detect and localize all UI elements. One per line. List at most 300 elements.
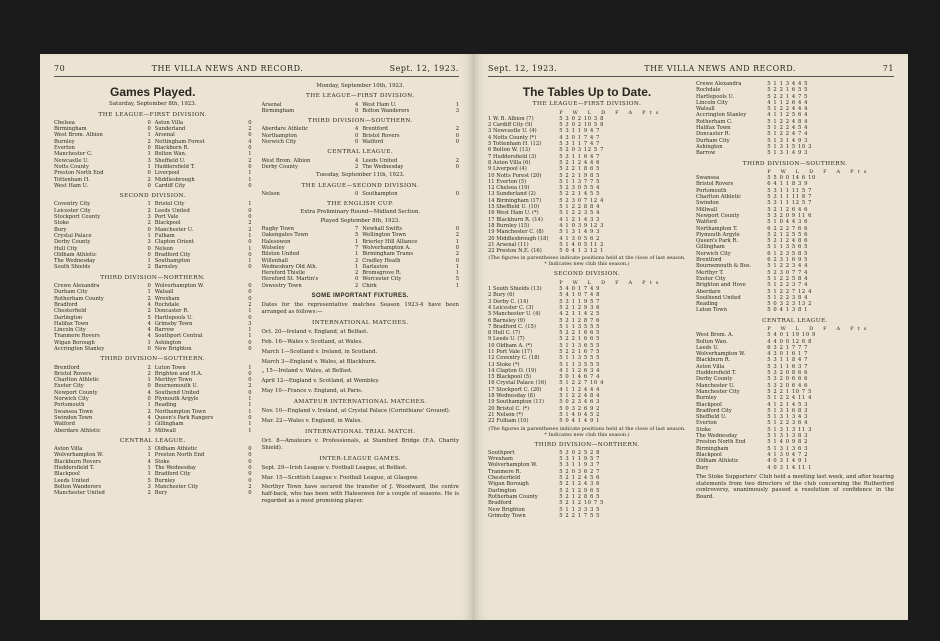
table-row (488, 418, 686, 424)
team-name: Oldham Athletic (54, 251, 97, 258)
club-name: 15 Sheffield U. (10) (488, 204, 540, 211)
team-name: Wigan Borough (54, 339, 95, 346)
away-side (155, 183, 252, 189)
club-name: Rotherham C. (696, 118, 733, 125)
team-name: Willenhall (261, 257, 288, 264)
score: 2 (248, 220, 252, 227)
team-name: Aberdare Athletic (54, 427, 101, 434)
team-name: Crystal Palace (54, 232, 92, 239)
home-side (54, 264, 151, 270)
club-record: 5 2 2 1 4 7 5 (767, 93, 809, 100)
results-monday-central (262, 158, 460, 171)
fixture-line: March 3—England v. Wales, at Blackburn. (261, 358, 377, 365)
club-name: Aberdare (696, 288, 721, 295)
club-record: 4 3 0 1 7 4 7 (559, 134, 601, 141)
score: 3 (455, 107, 459, 114)
team-name: Northampton (261, 132, 297, 139)
club-record: 5 2 1 2 8 7 6 (559, 317, 601, 324)
score: 0 (248, 314, 252, 321)
score: 0 (248, 446, 252, 453)
away-side (362, 191, 459, 197)
club-name: Grimsby Town (488, 512, 526, 519)
table-column-labels: P W L D F A Pts (559, 109, 663, 116)
club-record: 6 1 2 3 5 8 5 (767, 250, 809, 257)
club-record: 4 2 1 1 4 2 5 (559, 311, 601, 318)
score: 1 (354, 251, 359, 258)
team-name: Southampton (154, 258, 191, 265)
team-name: Blackpool (54, 471, 80, 478)
club-name: Aston Villa (696, 363, 725, 370)
table-column-labels: P W L D F A Pts (559, 279, 663, 286)
club-name: Accrington Stanley (696, 112, 747, 119)
club-name: 4 Leicester C. (3) (488, 304, 534, 311)
club-name: Millwall (696, 206, 718, 213)
club-name: Gillingham (696, 244, 725, 251)
club-name: Rochdale (696, 87, 721, 94)
away-side (362, 139, 459, 145)
team-name: West Brom. Albion (54, 132, 103, 139)
club-record: 5 2 0 3 12 5 7 (559, 147, 604, 154)
club-record: 5 3 1 1 9 5 7 (559, 298, 601, 305)
running-date: Sept. 12, 1923. (389, 64, 459, 73)
club-name: 11 Port Vale (17) (488, 348, 533, 355)
score: 1 (455, 101, 459, 108)
team-name: Hull City (54, 245, 78, 252)
score: 0 (248, 119, 252, 126)
score: 1 (455, 238, 459, 245)
club-name: The Wednesday (696, 433, 738, 440)
club-name: Everton (696, 420, 717, 427)
team-name: Gillingham (154, 421, 184, 428)
score: 4 (147, 301, 151, 308)
club-record: 5 1 3 1 4 9 3 (767, 150, 809, 157)
score: 3 (147, 239, 151, 246)
section-heading: SECOND DIVISION. (553, 271, 621, 278)
club-record: 5 0 1 4 6 7 4 (559, 374, 601, 381)
club-record: 4 0 3 1 4 11 1 (767, 464, 812, 471)
fixture-line: April 12—England v. Scotland, at Wembley. (261, 378, 380, 385)
score: 1 (248, 232, 252, 239)
team-name: Brighton and H.A. (154, 370, 203, 377)
club-record: 4 1 1 2 4 4 4 (559, 386, 601, 393)
score: 2 (354, 282, 359, 289)
team-name: Nelson (261, 190, 280, 197)
team-name: Newcastle U. (54, 157, 89, 164)
club-name: 17 Blackburn R. (14) (488, 216, 543, 223)
score: 4 (147, 333, 151, 340)
score: 4 (354, 126, 359, 133)
club-name: Durham City (696, 137, 730, 144)
club-record: 5 2 1 2 9 3 6 (559, 304, 601, 311)
score: 1 (248, 421, 252, 428)
left-column-2 (262, 81, 460, 508)
club-record: 4 1 2 1 4 3 3 (559, 216, 601, 223)
club-name: 20 Bristol C. (*) (488, 405, 530, 412)
club-record: 5 1 2 2 4 11 4 (767, 395, 812, 402)
club-name: Portsmouth (696, 187, 727, 194)
club-record: 4 4 0 0 12 6 8 (767, 338, 812, 345)
club-record: 5 1 2 2 4 4 4 (767, 106, 809, 113)
club-name: Newport County (696, 212, 740, 219)
club-name: 4 Notts County (*) (488, 134, 537, 141)
team-name: Burnley (54, 138, 75, 145)
results-third-south (54, 365, 252, 434)
club-record: 5 1 1 3 6 5 5 (559, 342, 601, 349)
section-heading: CENTRAL LEAGUE. (762, 317, 828, 324)
score: 0 (248, 452, 252, 459)
score: 2 (248, 301, 252, 308)
team-name: Southport Central (154, 333, 203, 340)
team-name: Huddersfield T. (154, 163, 195, 170)
club-record: 5 3 2 0 9 11 6 (767, 212, 812, 219)
club-record: 5 3 0 2 5 2 8 (559, 449, 601, 456)
score: 5 (147, 477, 151, 484)
club-record: 5 1 3 1 6 8 3 (767, 407, 809, 414)
club-name: 20 Middlesbrough (18) (488, 235, 549, 242)
club-record: 5 1 1 3 5 5 5 (559, 355, 601, 362)
club-record: 5 0 3 2 6 9 2 (559, 405, 601, 412)
score: 1 (147, 258, 151, 265)
team-name: The Wednesday (154, 465, 196, 472)
club-record: 4 1 1 2 5 6 4 (767, 112, 809, 119)
club-name: Bournemouth & Bos. (696, 263, 752, 270)
section-heading: THIRD DIVISION—SOUTHERN. (307, 118, 413, 125)
club-name: Reading (696, 301, 718, 308)
score: 1 (248, 427, 252, 434)
club-name: 18 Burnley (15) (488, 222, 530, 229)
team-name: Aston Villa (154, 119, 184, 126)
team-name: Darlaston (362, 263, 388, 270)
club-record: 5 2 2 1 10 7 5 (767, 388, 812, 395)
club-name: 13 Stoke (*) (488, 361, 520, 368)
score: 2 (147, 176, 151, 183)
team-name: Luton Town (154, 364, 186, 371)
club-record: 6 3 2 1 7 7 7 (767, 344, 809, 351)
score: 0 (248, 477, 252, 484)
team-name: Brentford (54, 364, 80, 371)
club-record: 5 1 1 3 5 5 5 (559, 361, 601, 368)
result-row (262, 139, 460, 145)
table-note: (The figures in parentheses indicate positions held at the close of last season. * Indicates new club this season.) (488, 425, 686, 438)
club-record: 5 1 3 1 4 9 3 (559, 229, 601, 236)
score: 1 (248, 308, 252, 315)
club-name: 19 Manchester C. (8) (488, 229, 544, 236)
score: 2 (248, 483, 252, 490)
away-side (155, 346, 252, 352)
club-name: 5 Tottenham H. (12) (488, 141, 542, 148)
team-name: Burnley (154, 477, 176, 484)
score: 0 (147, 119, 151, 126)
score: 1 (147, 377, 151, 384)
club-name: 10 Notts Forest (20) (488, 172, 542, 179)
score: 2 (354, 163, 359, 170)
club-name: 14 Birmingham (17) (488, 197, 542, 204)
club-record: 5 1 1 3 5 6 5 (767, 244, 809, 251)
table-third-north-part2 (696, 81, 894, 157)
team-name: Fulham (154, 232, 175, 239)
club-record: 5 0 4 1 3 12 1 (559, 248, 604, 255)
team-name: Aston Villa (54, 446, 83, 453)
team-name: West Brom. Albion (261, 157, 311, 164)
club-name: Luton Town (696, 307, 727, 314)
score: 4 (147, 320, 151, 327)
score: 3 (147, 214, 151, 221)
score: 0 (147, 126, 151, 133)
fixture-line: Mar. 15—Scottish League v. Football League, at Glasgow. (261, 474, 419, 481)
team-name: Barnsley (154, 264, 178, 271)
team-name: Bristol City (154, 201, 185, 208)
fixture-line: Nov. 10—England v. Ireland, at Crystal Palace (Corinthians' Ground). (261, 408, 451, 415)
team-name: Rugby Town (261, 226, 294, 233)
score: 2 (147, 408, 151, 415)
club-name: Merthyr T. (696, 269, 724, 276)
away-side (155, 490, 252, 496)
score: 0 (248, 377, 252, 384)
score: 5 (354, 232, 359, 239)
club-name: Tranmere R. (488, 468, 522, 475)
club-record: 5 1 3 1 3 6 3 (767, 445, 809, 452)
club-record: 5 2 2 1 6 5 5 (767, 87, 809, 94)
club-name: 18 Wednesday (8) (488, 393, 535, 400)
club-name: Exeter City (696, 275, 726, 282)
club-name: 1 South Shields (13) (488, 286, 542, 293)
section-heading: CENTRAL LEAGUE. (327, 149, 394, 156)
team-name: Wolverhampton W. (54, 452, 104, 459)
club-name: Bolton Wan. (696, 338, 728, 345)
club-name: Bristol Rovers (696, 181, 734, 188)
club-name: 13 Sunderland (2) (488, 191, 536, 198)
score: 3 (248, 320, 252, 327)
score: 1 (147, 151, 151, 158)
team-name: Manchester United (54, 490, 105, 497)
table-third-south (696, 175, 894, 314)
team-name: Bradford City (154, 251, 191, 258)
team-name: Bradford City (154, 471, 191, 478)
result-row (262, 191, 460, 197)
score: 4 (248, 138, 252, 145)
club-record: 5 2 2 1 4 5 5 (559, 191, 601, 198)
club-record: 5 3 1 1 11 8 7 (767, 194, 812, 201)
team-name: Clapton Orient (154, 239, 194, 246)
club-record: 5 1 3 1 5 10 3 (767, 143, 812, 150)
club-name: 12 Coventry C. (18) (488, 355, 540, 362)
result-row (54, 183, 252, 189)
trial-fixture (262, 438, 460, 452)
club-record: 5 1 2 2 4 8 4 (559, 393, 601, 400)
score: 0 (248, 283, 252, 290)
score: 1 (248, 333, 252, 340)
left-column-1 (54, 81, 252, 508)
team-name: Bury (54, 226, 67, 233)
club-record: 5 5 0 0 14 6 10 (767, 175, 816, 182)
club-record: 5 1 1 3 3 3 5 (559, 506, 601, 513)
score: 0 (455, 139, 459, 146)
club-record: 4 1 0 3 9 12 3 (559, 222, 604, 229)
team-name: Tottenham H. (54, 176, 90, 183)
club-record: 5 1 2 2 3 5 4 (559, 210, 601, 217)
section-heading: THE ENGLISH CUP. (327, 201, 394, 208)
team-name: Brentford (362, 126, 388, 133)
home-side (54, 490, 151, 496)
score: 2 (147, 220, 151, 227)
score: 1 (147, 339, 151, 346)
club-record: 5 3 0 2 10 5 8 (559, 122, 604, 129)
club-name: 2 Bury (6) (488, 292, 515, 299)
team-name: Stoke (54, 220, 69, 227)
club-record: 5 1 3 1 3 11 3 (767, 426, 812, 433)
team-name: Bradford (54, 301, 78, 308)
running-title: THE VILLA NEWS AND RECORD. (644, 64, 796, 73)
team-name: Birmingham Trams (362, 251, 414, 258)
club-name: 6 Barnsley (9) (488, 317, 525, 324)
fixture-line: March 1—Scotland v. Ireland, in Scotland. (261, 348, 378, 355)
team-name: Newhall Swifts (362, 226, 403, 233)
date-saturday: Saturday, September 8th, 1923. (109, 101, 197, 108)
team-name: Bolton Wanderers (362, 107, 410, 114)
team-name: Brierley Hill Alliance (362, 238, 418, 245)
team-name: Hartlepools U. (154, 314, 193, 321)
score: 0 (455, 244, 459, 251)
team-name: Southampton (362, 190, 398, 197)
tables-title: The Tables Up to Date. (522, 85, 652, 99)
team-name: Halesowen (261, 238, 291, 245)
score: 1 (248, 151, 252, 158)
score: 0 (354, 276, 359, 283)
team-name: Manchester C. (54, 151, 93, 158)
score: 2 (147, 370, 151, 377)
club-name: 5 Manchester U. (4) (488, 311, 541, 318)
score: 1 (147, 289, 151, 296)
team-name: Bolton Wanderers (54, 483, 102, 490)
club-name: Bury (696, 464, 709, 471)
score: 7 (354, 226, 359, 233)
away-side (362, 283, 459, 289)
score: 1 (248, 396, 252, 403)
score: 0 (248, 207, 252, 214)
club-record: 5 2 2 1 6 6 5 (559, 330, 601, 337)
club-record: 5 2 1 2 4 4 6 (559, 159, 601, 166)
club-name: Swansea (696, 175, 720, 182)
club-name: 21 Arsenal (11) (488, 241, 529, 248)
table-column-labels: P W L D F A Pts (767, 325, 871, 332)
club-record: 5 3 2 0 8 6 6 (767, 370, 809, 377)
club-name: Manchester U. (696, 382, 735, 389)
club-name: 2 Cardiff City (9) (488, 122, 533, 129)
club-record: 5 2 0 3 6 2 7 (559, 468, 601, 475)
score: 2 (455, 251, 459, 258)
club-record: 4 1 1 2 6 4 4 (767, 99, 809, 106)
club-name: Blackpool (696, 401, 722, 408)
team-name: Hereford St. Martin's (261, 276, 319, 283)
home-side (54, 346, 151, 352)
club-name: 3 Derby C. (14) (488, 298, 529, 305)
score: 1 (248, 201, 252, 208)
home-side (262, 164, 359, 170)
score: 1 (248, 408, 252, 415)
team-name: Stockport County (54, 214, 101, 221)
section-heading: THE LEAGUE—SECOND DIVISION. (301, 182, 420, 189)
results-english-cup (262, 226, 460, 289)
score: 0 (248, 163, 252, 170)
score: 1 (248, 258, 252, 265)
club-name: Brentford (696, 257, 722, 264)
team-name: Barrow (154, 327, 175, 334)
right-running-head (488, 64, 894, 77)
team-name: Reading (154, 402, 177, 409)
club-record: 5 0 2 3 4 6 3 (559, 399, 601, 406)
section-heading: THIRD DIVISION—NORTHERN. (534, 441, 640, 448)
merthyr-paragraph: Merthyr Town have secured the transfer of J. Woodward, the centre half-back, who has been with Halesowen for a couple of seasons. He is regarded as a most promising player. (261, 484, 459, 505)
club-name: Halifax Town (696, 125, 731, 132)
score: 0 (147, 345, 151, 352)
club-record: 4 1 1 2 6 3 4 (559, 367, 601, 374)
away-side (155, 264, 252, 270)
club-record: 5 1 1 3 7 7 5 (559, 178, 601, 185)
club-name: Birmingham (696, 445, 729, 452)
section-heading: CENTRAL LEAGUE. (119, 437, 186, 444)
club-name: Wolverhampton W. (696, 351, 746, 358)
home-side (262, 191, 359, 197)
fixture-line: Oct. 20—Ireland v. England, at Belfast. (261, 329, 369, 336)
team-name: Nelson (154, 245, 174, 252)
club-record: 5 1 2 2 3 4 4 (767, 263, 809, 270)
club-record: 5 1 2 2 3 8 4 (767, 294, 809, 301)
international-fixtures (262, 329, 460, 395)
fixture-line: „ 15—Ireland v. Wales, at Belfast. (261, 368, 353, 375)
section-heading: THIRD DIVISION—NORTHERN. (100, 274, 206, 281)
team-name: Bilston United (261, 251, 300, 258)
club-name: Southend United (696, 294, 741, 301)
score: 0 (354, 132, 359, 139)
club-record: 6 2 3 1 6 9 5 (767, 257, 809, 264)
team-name: Chirk (362, 282, 377, 289)
score: 2 (455, 232, 459, 239)
club-record: 5 2 1 2 9 6 5 (559, 487, 601, 494)
score: 1 (354, 238, 359, 245)
club-name: Southport (488, 449, 515, 456)
club-name: 21 Nelson (*) (488, 411, 523, 418)
score: 1 (147, 452, 151, 459)
score: 1 (354, 263, 359, 270)
score: 4 (147, 458, 151, 465)
score: 1 (248, 245, 252, 252)
score: 1 (147, 132, 151, 139)
score: 0 (455, 257, 459, 264)
club-name: Ashington (696, 143, 723, 150)
club-name: Crewe Alexandra (696, 81, 742, 87)
score: 1 (147, 163, 151, 170)
club-record: 5 4 0 1 7 4 9 (559, 286, 601, 293)
home-side (262, 108, 359, 114)
club-name: Chesterfield (488, 475, 521, 482)
club-name: Rotherham County (488, 493, 538, 500)
club-name: Walsall (696, 106, 715, 113)
score: 0 (147, 251, 151, 258)
score: 0 (354, 139, 359, 146)
club-record: 5 1 2 2 8 8 4 (559, 204, 601, 211)
team-name: West Ham U. (54, 182, 89, 189)
team-name: Swansea Town (54, 408, 93, 415)
club-name: Darlington (488, 487, 517, 494)
results-tuesday (262, 191, 460, 197)
club-record: 5 1 3 1 3 8 3 (767, 433, 809, 440)
result-row (262, 108, 460, 114)
results-second-division (54, 201, 252, 270)
club-name: Huddersfield T. (696, 370, 737, 377)
team-name: Wolverhampton W. (154, 283, 204, 290)
club-record: 5 1 2 2 4 5 4 (767, 125, 809, 132)
club-name: Derby County (696, 376, 733, 383)
